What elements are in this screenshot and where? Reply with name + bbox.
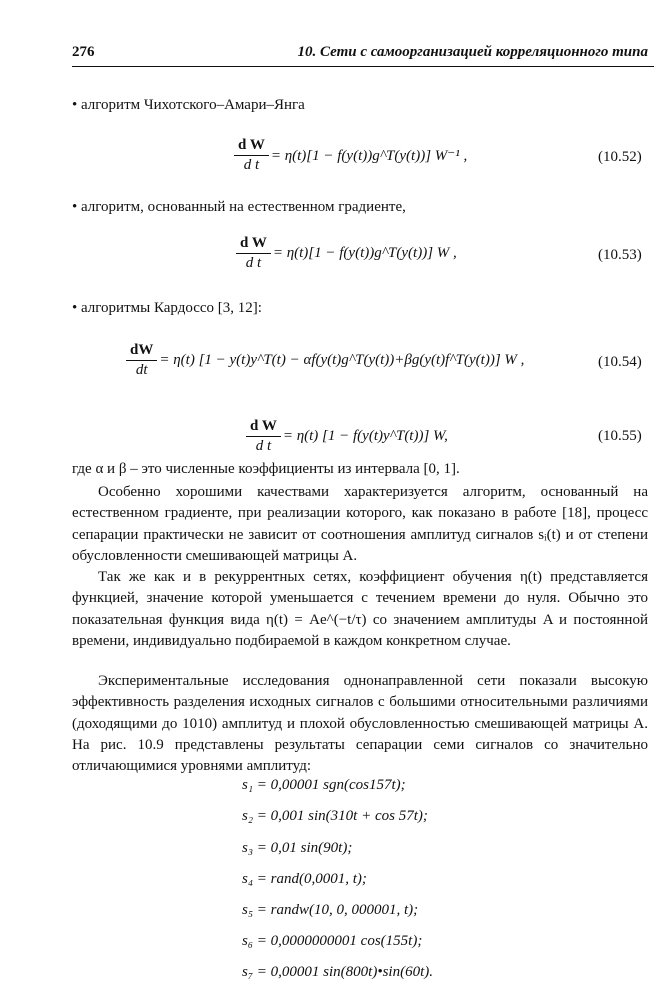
equation-number: (10.53)	[598, 247, 642, 263]
fraction-numerator: d W	[246, 418, 281, 437]
coefficients-note: где α и β – это численные коэффициенты из интервала [0, 1].	[72, 461, 460, 477]
page-number: 276	[72, 44, 95, 60]
page-header	[72, 44, 654, 67]
equation-10-54	[126, 342, 524, 379]
paragraph: Экспериментальные исследования однонаправленной сети показали высокую эффективность разделения исходных сигналов с большими относительными различиями (доходящими до 1010) амплитуд и плохой обусловленностью смешивающей матрицы A. На рис. 10.9 представлены результаты сепарации семи сигналов со значительно отличающимися уровнями амплитуд:	[72, 673, 648, 775]
equation-10-52	[234, 137, 467, 174]
paragraph: Особенно хорошими качествами характеризуется алгоритм, основанный на естественном градиенте, при реализации которого, как показано в работе [18], процесс сепарации практически не зависит от соотношения амплитуд сигналов sᵢ(t) и от степени обусловленности смешивающей матрицы A.	[72, 484, 648, 564]
signal-formula: s₅ = randw(10, 0, 000001, t);	[242, 902, 419, 918]
equation-number: (10.52)	[598, 149, 642, 165]
equation-rhs: = η(t) [1 − f(y(t)y^T(t))] W,	[282, 428, 448, 444]
equation-number: (10.55)	[598, 428, 642, 444]
fraction	[246, 418, 281, 455]
fraction-denominator: d t	[243, 157, 260, 173]
equation-rhs: = η(t) [1 − y(t)y^T(t) − αf(y(t)g^T(y(t))+βg(y(t)f^T(y(t))] W ,	[159, 352, 525, 368]
equation-10-55	[246, 418, 448, 455]
equation-rhs: = η(t)[1 − f(y(t))g^T(y(t))] W⁻¹ ,	[270, 148, 468, 164]
fraction-denominator: dt	[135, 362, 148, 378]
running-title: 10. Сети с самоорганизацией корреляционного типа	[297, 44, 648, 60]
fraction	[234, 137, 269, 174]
bullet-natural-gradient: • алгоритм, основанный на естественном градиенте,	[72, 199, 406, 215]
signal-formula: s₇ = 0,00001 sin(800t)•sin(60t).	[242, 964, 434, 980]
fraction	[126, 342, 157, 379]
fraction-denominator: d t	[255, 438, 272, 454]
signal-formula: s₄ = rand(0,0001, t);	[242, 871, 367, 887]
fraction-numerator: dW	[126, 342, 157, 361]
bullet-chihotsky: • алгоритм Чихотского–Амари–Янга	[72, 97, 305, 113]
bullet-cardoso: • алгоритмы Кардоссо [3, 12]:	[72, 300, 262, 316]
equation-number: (10.54)	[598, 354, 642, 370]
signal-formula: s₃ = 0,01 sin(90t);	[242, 840, 353, 856]
signal-formula: s₂ = 0,001 sin(310t + cos 57t);	[242, 808, 428, 824]
signal-formula: s₁ = 0,00001 sgn(cos157t);	[242, 777, 406, 793]
equation-10-53	[236, 235, 457, 272]
fraction	[236, 235, 271, 272]
fraction-numerator: d W	[234, 137, 269, 156]
fraction-numerator: d W	[236, 235, 271, 254]
fraction-denominator: d t	[245, 255, 262, 271]
signal-formula: s₆ = 0,0000000001 cos(155t);	[242, 933, 423, 949]
paragraph: Так же как и в рекуррентных сетях, коэффициент обучения η(t) представляется функцией, значение которой уменьшается с течением времени до нуля. Обычно это показательная функция вида η(t) = Ae^(−t/τ) со значением амплитуды A и постоянной времени, индивидуально подбираемой в каждом конкретном случае.	[72, 569, 648, 649]
equation-rhs: = η(t)[1 − f(y(t))g^T(y(t))] W ,	[272, 245, 457, 261]
